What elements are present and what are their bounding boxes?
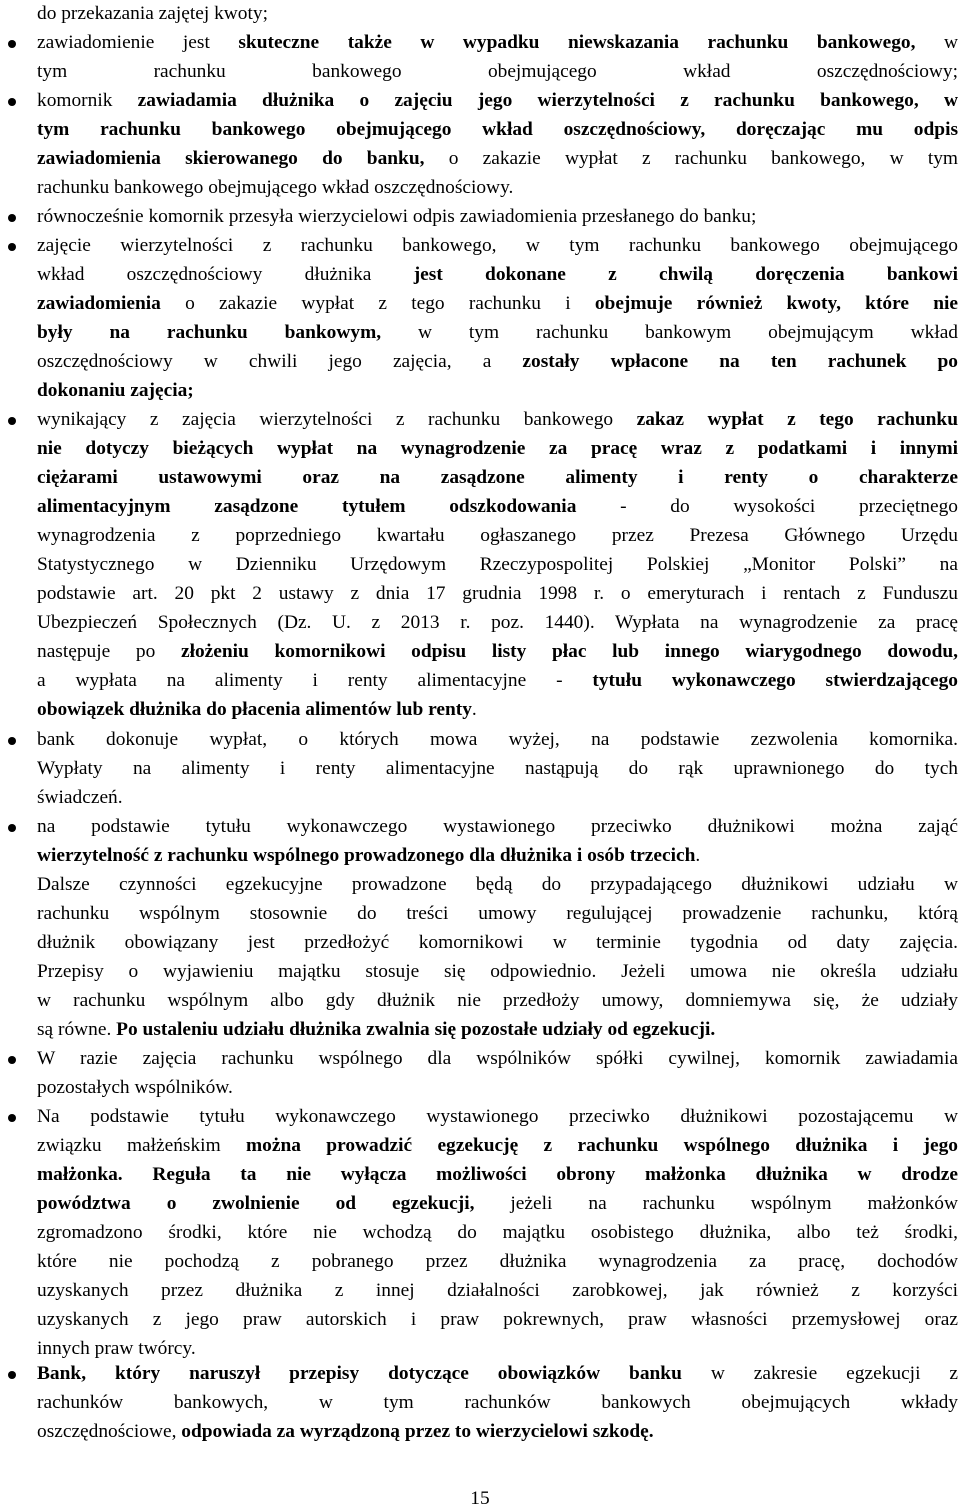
text-line [37, 1016, 958, 1045]
text-line [37, 813, 958, 842]
bullet-icon [8, 737, 16, 745]
bold-text: Bank, który naruszył przepisy dotyczące obowiązków banku [37, 1363, 682, 1384]
text-span: w tym rachunku bankowym obejmującym wkład [381, 322, 958, 343]
text-line [37, 1045, 958, 1074]
bold-text: obowiązek dłużnika do płacenia alimentów lub renty [37, 699, 472, 720]
bold-text: skuteczne także w wypadku niewskazania rachunku bankowego, [238, 32, 916, 53]
bullet-icon [8, 40, 16, 48]
bold-text: alimentacyjnym zasądzone tytułem odszkodowania [37, 496, 577, 517]
text-line [37, 842, 958, 871]
text-line [37, 174, 958, 203]
text-span: jeżeli na rachunku wspólnym małżonków [474, 1193, 958, 1214]
text-line [37, 1132, 958, 1161]
bullet-icon [8, 214, 16, 222]
text-line [37, 667, 958, 696]
text-span: w [915, 32, 958, 53]
text-line [37, 522, 958, 551]
bold-text: zawiadomienia [37, 293, 161, 314]
text-line [37, 377, 958, 406]
text-line [37, 29, 958, 58]
text-line [37, 1389, 958, 1418]
text-span: zgromadzono środki, które nie wchodzą do majątku osobistego dłużnika, albo też środki, [37, 1222, 958, 1243]
text-line [37, 116, 958, 145]
bullet-icon [8, 1114, 16, 1122]
bold-text: obejmuje również kwoty, które nie [594, 293, 958, 314]
text-span: w zakresie egzekucji z [681, 1363, 958, 1384]
page-number: 15 [470, 1488, 490, 1509]
bold-text: wierzytelność z rachunku wspólnego prowadzonego dla dłużnika i osób trzecich [37, 845, 696, 866]
bold-text: małżonka. Reguła ta nie wyłącza możliwości obrony małżonka dłużnika w drodze [37, 1164, 958, 1185]
bold-text: zawiadamia dłużnika o zajęciu jego wierzytelności z rachunku bankowego, w [137, 90, 958, 111]
text-span: wkład oszczędnościowy dłużnika [37, 264, 414, 285]
bullet-icon [8, 824, 16, 832]
text-span: zawiadomienie jest [37, 32, 239, 53]
text-line [37, 261, 958, 290]
bold-text: zostały wpłacone na ten rachunek po [522, 351, 958, 372]
bold-text: ciężarami ustawowymi oraz na zasądzone alimenty i renty o charakterze [37, 467, 958, 488]
text-line [37, 900, 958, 929]
text-span: rachunku bankowego obejmującego wkład oszczędnościowy. [37, 177, 514, 198]
text-line [37, 987, 958, 1016]
bold-text: były na rachunku bankowym, [37, 322, 382, 343]
text-line [37, 1418, 958, 1447]
bold-text: powództwa o zwolnienie od egzekucji, [37, 1193, 475, 1214]
text-span: Wypłaty na alimenty i renty alimentacyjne nastąpują do rąk uprawnionego do tych [37, 758, 958, 779]
bold-text: Po ustaleniu udziału dłużnika zwalnia się pozostałe udziały od egzekucji. [116, 1019, 716, 1040]
text-line [37, 145, 958, 174]
text-line [37, 1248, 958, 1277]
text-span: związku małżeńskim [37, 1135, 246, 1156]
text-span: komornik [37, 90, 138, 111]
text-line [37, 929, 958, 958]
text-span: uzyskanych z jego praw autorskich i praw pokrewnych, praw własności przemysłowej oraz [37, 1309, 958, 1330]
text-span: rachunków bankowych, w tym rachunków bankowych obejmujących wkłady [37, 1392, 958, 1413]
text-span: w rachunku wspólnym albo gdy dłużnik nie przedłoży umowy, domniemywa się, że udziały [37, 990, 958, 1011]
text-span: - do wysokości przeciętnego [576, 496, 958, 517]
text-span: które nie pochodzą z pobranego przez dłużnika wynagrodzenia za pracę, dochodów [37, 1251, 958, 1272]
text-line [37, 406, 958, 435]
text-line [37, 609, 958, 638]
bullet-icon [8, 98, 16, 106]
bold-text: jest dokonane z chwilą doręczenia bankowi [413, 264, 958, 285]
text-line [37, 493, 958, 522]
text-span: . [471, 699, 477, 720]
text-span: tym rachunku bankowego obejmującego wkład oszczędnościowy; [37, 61, 958, 82]
text-span: dłużnik obowiązany jest przedłożyć komornikowi w terminie tygodnia od daty zajęcia. [37, 932, 958, 953]
text-span: następuje po [37, 641, 181, 662]
text-line [37, 580, 958, 609]
text-line [37, 696, 958, 725]
text-span: W razie zajęcia rachunku wspólnego dla wspólników spółki cywilnej, komornik zawiadamia [37, 1048, 958, 1069]
text-line [37, 1103, 958, 1132]
text-line [37, 958, 958, 987]
bold-text: można prowadzić egzekucję z rachunku wspólnego dłużnika i jego [246, 1135, 958, 1156]
bold-text: nie dotyczy bieżących wypłat na wynagrodzenie za pracę wraz z podatkami i innymi [37, 438, 958, 459]
text-span: uzyskanych przez dłużnika z innej działalności zarobkowej, jak również z korzyści [37, 1280, 958, 1301]
text-span: pozostałych wspólników. [37, 1077, 233, 1098]
text-line [37, 551, 958, 580]
text-line [37, 1161, 958, 1190]
text-line [37, 755, 958, 784]
text-span: bank dokonuje wypłat, o których mowa wyżej, na podstawie zezwolenia komornika. [37, 729, 958, 750]
text-line [37, 638, 958, 667]
text-span: rachunku wspólnym stosownie do treści umowy regulującej prowadzenie rachunku, którą [37, 903, 958, 924]
bold-text: dokonaniu zajęcia; [37, 380, 194, 401]
text-span: . [695, 845, 701, 866]
text-span: podstawie art. 20 pkt 2 ustawy z dnia 17 grudnia 1998 r. o emeryturach i rentach z Funduszu [37, 583, 958, 604]
text-line [37, 87, 958, 116]
text-line [37, 1277, 958, 1306]
text-line [37, 784, 958, 813]
text-line [37, 348, 958, 377]
bullet-icon [8, 1056, 16, 1064]
text-span: wynikający z zajęcia wierzytelności z rachunku bankowego [37, 409, 637, 430]
text-line [37, 1219, 958, 1248]
text-span: Dalsze czynności egzekucyjne prowadzone będą do przypadającego dłużnikowi udziału w [37, 874, 958, 895]
bullet-icon [8, 417, 16, 425]
text-span: Przepisy o wyjawieniu majątku stosuje się odpowiednio. Jeżeli umowa nie określa udziału [37, 961, 958, 982]
text-line [37, 203, 958, 232]
text-line [37, 1360, 958, 1389]
bold-text: tytułu wykonawczego stwierdzającego [592, 670, 958, 691]
text-line [37, 1306, 958, 1335]
text-span: innych praw twórcy. [37, 1338, 196, 1359]
text-line [37, 726, 958, 755]
text-span: do przekazania zajętej kwoty; [37, 3, 268, 24]
text-span: na podstawie tytułu wykonawczego wystawionego przeciwko dłużnikowi można zająć [37, 816, 958, 837]
text-span: a wypłata na alimenty i renty alimentacyjne - [37, 670, 593, 691]
text-span: wynagrodzenia z poprzedniego kwartału ogłaszanego przez Prezesa Głównego Urzędu [37, 525, 958, 546]
bold-text: zakaz wypłat z tego rachunku [636, 409, 958, 430]
text-line [37, 435, 958, 464]
bullet-icon [8, 1371, 16, 1379]
text-line [37, 464, 958, 493]
bullet-icon [8, 243, 16, 251]
text-span: Statystycznego w Dzienniku Urzędowym Rzeczypospolitej Polskiej „Monitor Polski” na [37, 554, 958, 575]
text-line [37, 0, 958, 29]
text-span: zajęcie wierzytelności z rachunku bankowego, w tym rachunku bankowego obejmującego [37, 235, 958, 256]
bold-text: złożeniu komornikowi odpisu listy płac lub innego wiarygodnego dowodu, [180, 641, 958, 662]
text-line [37, 319, 958, 348]
text-span: o zakazie wypłat z tego rachunku i [160, 293, 595, 314]
bold-text: odpowiada za wyrządzoną przez to wierzycielowi szkodę. [181, 1421, 654, 1442]
text-line [37, 290, 958, 319]
text-line [37, 1190, 958, 1219]
text-span: Ubezpieczeń Społecznych (Dz. U. z 2013 r. poz. 1440). Wypłata na wynagrodzenie za pracę [37, 612, 958, 633]
text-span: oszczędnościowe, [37, 1421, 182, 1442]
text-span: są równe. [37, 1019, 117, 1040]
text-span: oszczędnościowy w chwili jego zajęcia, a [37, 351, 523, 372]
text-span: równocześnie komornik przesyła wierzycielowi odpis zawiadomienia przesłanego do banku; [37, 206, 757, 227]
text-span: o zakazie wypłat z rachunku bankowego, w tym [424, 148, 958, 169]
text-line [37, 58, 958, 87]
bold-text: tym rachunku bankowego obejmującego wkład oszczędnościowy, doręczając mu odpis [37, 119, 958, 140]
text-line [37, 1074, 958, 1103]
text-span: świadczeń. [37, 787, 123, 808]
text-line [37, 871, 958, 900]
text-line [37, 232, 958, 261]
text-span: Na podstawie tytułu wykonawczego wystawionego przeciwko dłużnikowi pozostającemu w [37, 1106, 958, 1127]
bold-text: zawiadomienia skierowanego do banku, [37, 148, 425, 169]
